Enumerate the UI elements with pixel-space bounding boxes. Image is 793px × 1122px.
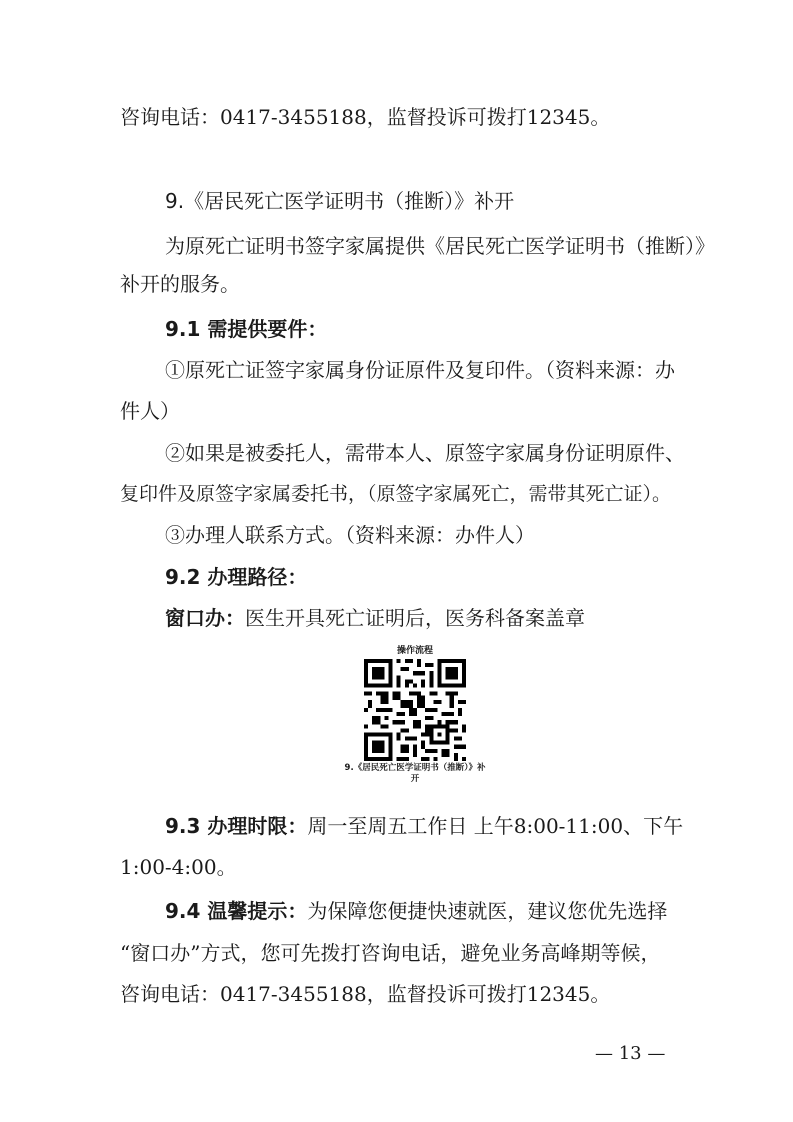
intro-text-line1: 为原死亡证明书签字家属提供《居民死亡医学证明书（推断）》 bbox=[165, 234, 715, 258]
tips-text: 为保障您便捷快速就医，建议您优先选择 bbox=[307, 899, 668, 923]
section-heading: 9.《居民死亡医学证明书（推断）》补开 bbox=[165, 189, 515, 213]
requirement-3: ③办理人联系方式。（资料来源：办件人） bbox=[165, 523, 535, 547]
qr-code-icon[interactable] bbox=[364, 659, 466, 761]
requirement-2-line1: ②如果是被委托人，需带本人、原签字家属身份证明原件、 bbox=[165, 441, 685, 465]
time-limit-label: 9.3 办理时限： bbox=[165, 814, 308, 838]
window-process-line bbox=[165, 604, 793, 632]
qr-code-block bbox=[340, 645, 490, 785]
tips-line3: 咨询电话：0417-3455188，监督投诉可拨打12345。 bbox=[120, 982, 611, 1006]
tips-label: 9.4 温馨提示： bbox=[165, 899, 308, 923]
intro-text-line2: 补开的服务。 bbox=[120, 272, 240, 296]
tips-line2: “窗口办”方式，您可先拨打咨询电话，避免业务高峰期等候， bbox=[120, 941, 661, 965]
window-text: 医生开具死亡证明后，医务科备案盖章 bbox=[245, 606, 585, 630]
page-number: — 13 — bbox=[595, 1043, 666, 1064]
time-limit-text: 周一至周五工作日 上午8:00-11:00、下午 bbox=[307, 814, 684, 838]
qr-title: 操作流程 bbox=[396, 646, 433, 656]
requirement-1-line1: ①原死亡证签字家属身份证原件及复印件。（资料来源：办 bbox=[165, 358, 675, 382]
time-limit-line2: 1:00-4:00。 bbox=[120, 855, 237, 879]
window-label: 窗口办： bbox=[165, 606, 245, 630]
process-path-heading: 9.2 办理路径： bbox=[165, 565, 308, 589]
tips-line1 bbox=[165, 897, 793, 925]
time-limit-line1 bbox=[165, 812, 793, 840]
qr-caption-line1: 9.《居民死亡医学证明书（推断）》补 bbox=[344, 763, 486, 773]
requirement-2-line2: 复印件及原签字家属委托书，（原签字家属死亡，需带其死亡证）。 bbox=[120, 483, 672, 505]
requirements-heading: 9.1 需提供要件： bbox=[165, 317, 328, 341]
qr-caption-line2: 开 bbox=[410, 774, 420, 784]
requirement-1-line2: 件人） bbox=[120, 399, 180, 423]
contact-line-top: 咨询电话：0417-3455188，监督投诉可拨打12345。 bbox=[120, 105, 611, 129]
